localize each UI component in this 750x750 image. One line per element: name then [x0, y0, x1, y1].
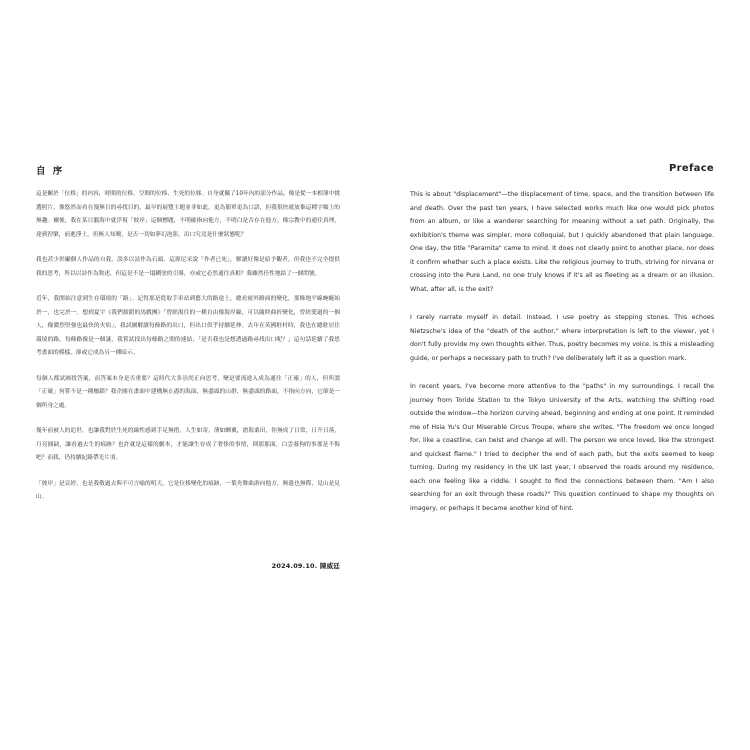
date-and-author-signature: 2024.09.10. 陳威廷 [271, 562, 340, 570]
chinese-paragraph: 這是關於「位移」的內容，時間的位移、空間的位移、生死的位移。自身就攝了10年內的部分作品，像是從一本相簿中挑選照片，像悠然而看在漫無目的尋找目的，最早的展覽主題並非如此，更為簡單更為口語，但我很快就放棄這種字順上的無趣。爾後，我在某日腦海中就浮現「彼岸」這個標題，不明確指向他方，不明白是否存在他方，像宗教中的通往真理，達到涅槃，前進淨土，但無人知曉，是否一切如夢幻泡影，出口究竟是什麼狀態呢？ [36, 191, 340, 238]
chinese-paragraph: 每個人都試圖找答案，而答案本身是否重要？這時代大多崇尚正向思考，變是要流進入成為通往「正確」的人，但所謂「正確」何嘗不是一種枷鎖？我企圖在畫面中建構無止盡的海面、無盡頭的山群、無盡頭的路面，不指向方向，它卻是一個所身之處。 [36, 375, 340, 409]
chinese-preface-body [36, 188, 340, 517]
english-preface-body [410, 188, 714, 530]
preface-heading-chinese: 自 序 [36, 166, 65, 177]
chinese-paragraph: 「彼岸」是哀婷，也是我敬過去與不可言喻的明天，它是位移變化的痕跡，一葉舟舞曲游向他方，無遺也無際，見山是見山。 [36, 480, 340, 500]
english-paragraph: I rarely narrate myself in detail. Instead, I use poetry as stepping stones. This echoes Nietzsche's idea of the "death of the author," where interpretation is left to the viewer, yet I don't fully provide my own thoughts either. Thus, poetry becomes my voice. Is this a misleading guide, or perhaps a necessary path to truth? I've deliberately left it as a question mark. [410, 314, 714, 362]
english-paragraph: In recent years, I've become more attentive to the "paths" in my surroundings. I recall the journey from Toride Station to the Tokyo University of the Arts, watching the shifting road outside the window—the horizon curving ahead, beginning and ending at one point. It reminded me of Hsia Yu's Our Miserable Circus Troupe, where she writes, "The freedom we once longed for, like a coastline, can twist and change at will. The person we once loved, like the strongest and quickest flame." I tried to decipher the end of each path, but the exits seemed to keep turning. During my residency in the UK last year, I observed the roads around my residence, each one feeling like a riddle. I sought to find the connections between them. "Am I also searching for an exit through these roads?" This question continued to shape my thoughts on imagery, or perhaps it became another kind of hint. [410, 383, 714, 512]
chinese-paragraph: 幾年前被人的追世，也讓我對於生死的線性感到手足無措，人生如寄，薄如蟬翼，滄海桑田，你無成了日常，日升日落，月亮圓缺，讓看過去生的痕跡？也許就是這樣的劇本，才能讓生存成了奢侈的事情，則那那面，白雲養狗的事那是不悔吧？而我，仍持續紀錄帶光片羽。 [36, 428, 340, 461]
preface-heading-english: Preface [669, 163, 714, 174]
chinese-paragraph: 我也甚少彰顯個人作品的自我，誤多以詩作為石頭，這源尼采說「作者已死」，解讀好像是給予觀者，但我也不完全提供我的思考，所以以詩作為敘述，但這是不是一塌糊塗的引導，亦或它必然通往真相？我雖然任性地給了一個問號。 [36, 257, 340, 277]
chinese-paragraph: 近年，我開始注意到生存環境的「路」。記得那是從取手車站到藝大的路途上，總看窗外路面的變化，那條地平線蜿蜒始於一，也完於一。想到夏宇《我們拔錯的馬戲團》「曾經渴往的一種自由像海岸線，可以隨時曲折變化，曾經愛過的一個人，像濃烈堅強也最快的火焰」，我試圖解讀每條路的出口，但出口似乎持續延伸。去年在英國駐村時，我也在總駐居住環境的路，每條路像是一個謎，我嘗試找出每條路之間的連結，「是否我也是想透過路尋找出口呢？」這句話延續了我思考畫面的模樣，卻或它成為另一種暗示。 [36, 296, 340, 356]
english-paragraph: This is about "displacement"—the displacement of time, space, and the transition between life and death. Over the past ten years, I have selected works much like one would pick photos from an album, or like a wanderer searching for meaning without a set path. Originally, the exhibition's theme was simpler, more colloquial, but I quickly abandoned that plain language. One day, the title "Paramita" came to mind. It does not clearly point to another place, nor does it confirm whether such a place exists. Like the religious journey to truth, striving for nirvana or crossing into the Pure Land, no one truly knows if it's all as fleeting as a dream or an illusion. What, after all, is the exit? [410, 191, 714, 293]
